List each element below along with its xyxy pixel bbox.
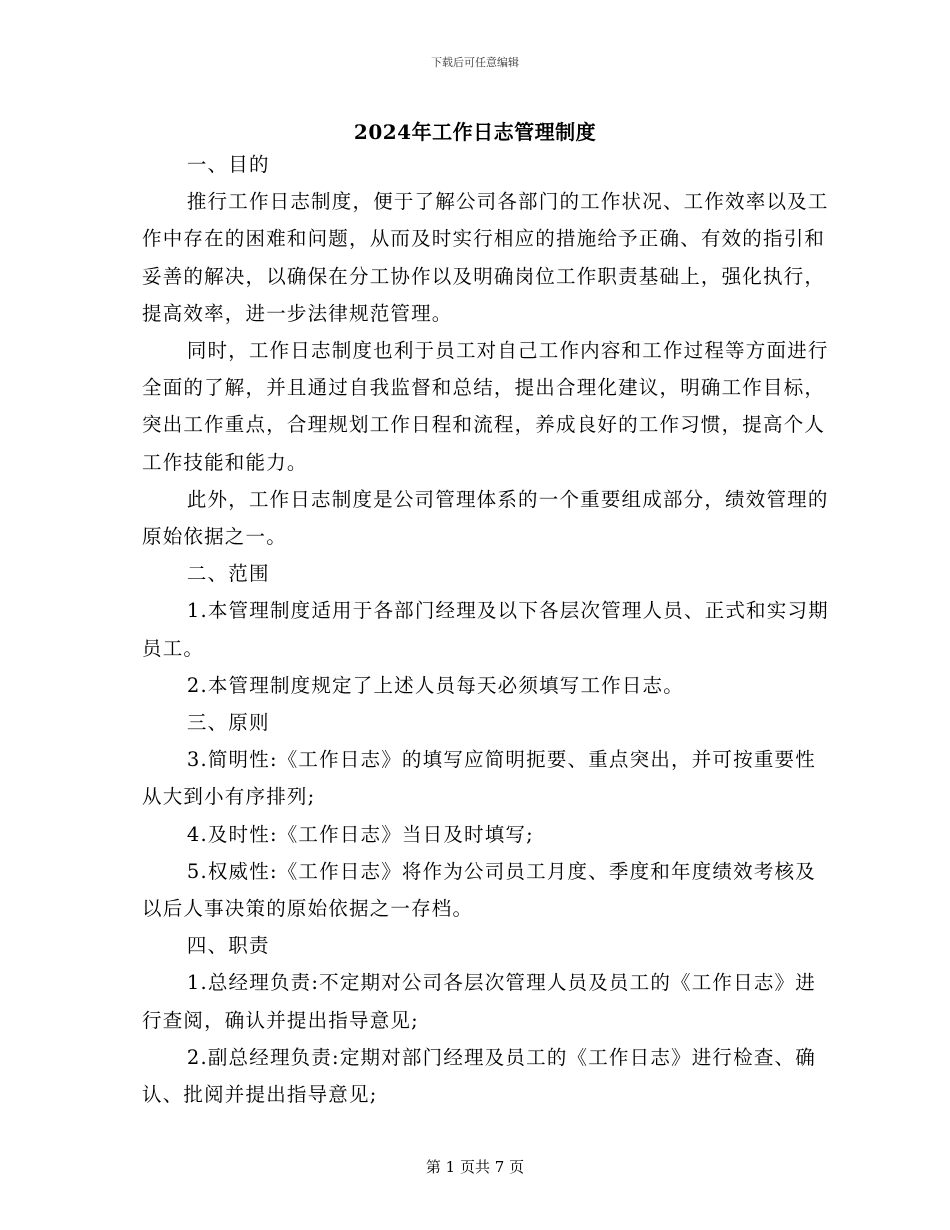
paragraph: 此外，工作日志制度是公司管理体系的一个重要组成部分，绩效管理的原始依据之一。 — [142, 487, 829, 549]
section-heading-responsibilities: 四、职责 — [186, 934, 270, 958]
document-body — [142, 146, 832, 1113]
paragraph: 2.副总经理负责:定期对部门经理及员工的《工作日志》进行检查、确认、批阅并提出指导意见; — [142, 1045, 816, 1107]
paragraph: 4.及时性:《工作日志》当日及时填写; — [186, 822, 534, 846]
paragraph: 1.本管理制度适用于各部门经理及以下各层次管理人员、正式和实习期员工。 — [142, 599, 829, 660]
section-heading-purpose: 一、目的 — [186, 153, 270, 176]
paragraph: 推行工作日志制度，便于了解公司各部门的工作状况、工作效率以及工作中存在的困难和问题，从而及时实行相应的措施给予正确、有效的指引和妥善的解决，以确保在分工协作以及明确岗位工作职责基础上，强化执行，提高效率，进一步法律规范管理。 — [142, 190, 829, 325]
section-heading-principles: 三、原则 — [186, 711, 270, 735]
paragraph: 5.权威性:《工作日志》将作为公司员工月度、季度和年度绩效考核及以后人事决策的原始依据之一存档。 — [142, 859, 816, 921]
paragraph: 3.简明性:《工作日志》的填写应简明扼要、重点突出，并可按重要性从大到小有序排列; — [142, 748, 816, 809]
paragraph: 同时，工作日志制度也利于员工对自己工作内容和工作过程等方面进行全面的了解，并且通过自我监督和总结，提出合理化建议，明确工作目标，突出工作重点，合理规划工作日程和流程，养成良好的工作习惯，提高个人工作技能和能力。 — [142, 339, 829, 474]
header-note: 下载后可任意编辑 — [431, 56, 519, 69]
paragraph: 1.总经理负责:不定期对公司各层次管理人员及员工的《工作日志》进行查阅，确认并提出指导意见; — [142, 971, 816, 1032]
document-title: 2024年工作日志管理制度 — [353, 120, 597, 144]
section-heading-scope: 二、范围 — [186, 562, 270, 586]
paragraph: 2.本管理制度规定了上述人员每天必须填写工作日志。 — [186, 673, 684, 697]
page-footer: 第 1 页共 7 页 — [425, 1158, 525, 1176]
